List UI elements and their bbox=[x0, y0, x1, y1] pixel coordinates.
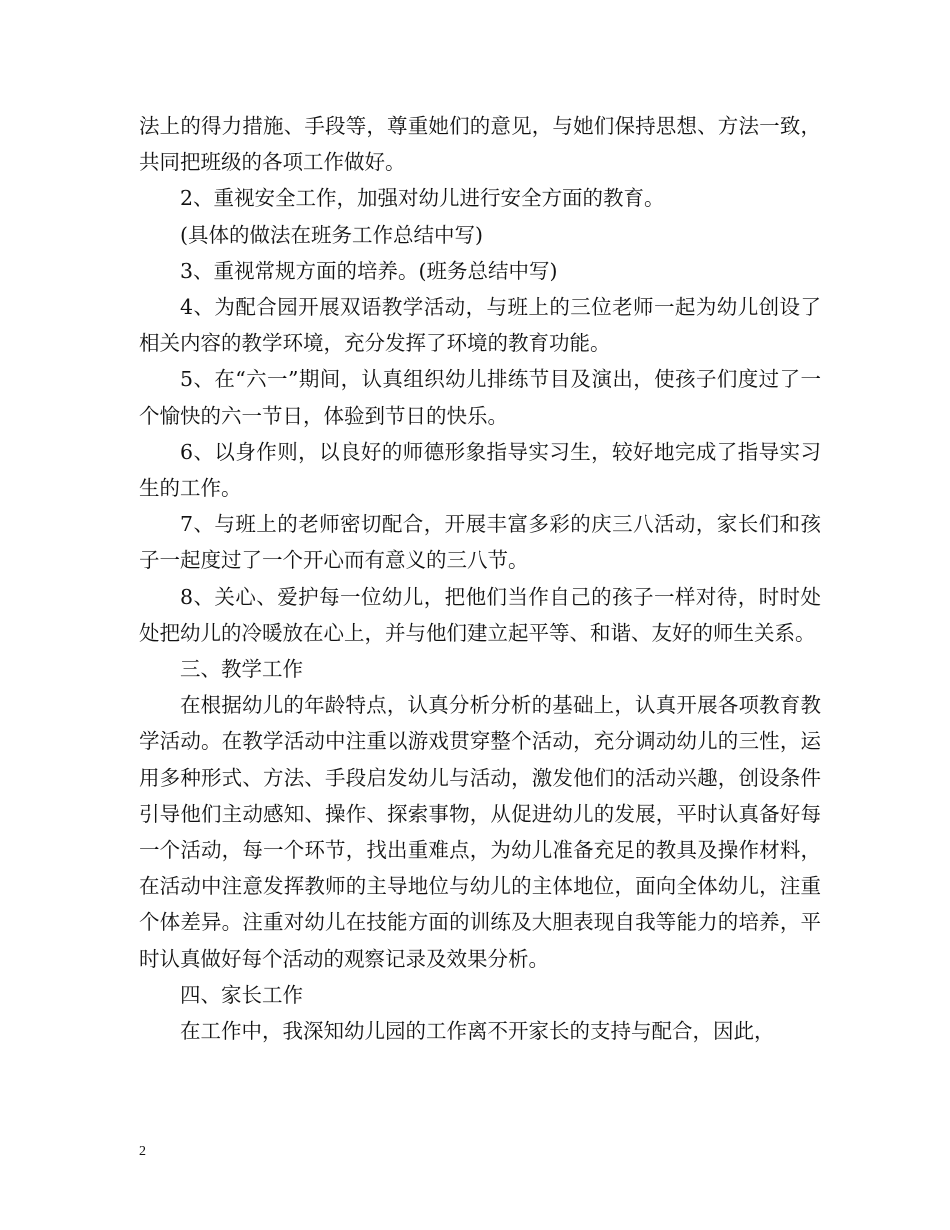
paragraph: 6、以身作则，以良好的师德形象指导实习生，较好地完成了指导实习生的工作。 bbox=[139, 439, 821, 501]
paragraph: 在根据幼儿的年龄特点，认真分析分析的基础上，认真开展各项教育教学活动。在教学活动中注重以游戏贯穿整个活动，充分调动幼儿的三性，运用多种形式、方法、手段启发幼儿与活动，激发他们的活动兴趣，创设条件引导他们主动感知、操作、探索事物，从促进幼儿的发展，平时认真备好每一个活动，每一个环节，找出重难点，为幼儿准备充足的教具及操作材料，在活动中注意发挥教师的主导地位与幼儿的主体地位，面向全体幼儿，注重个体差异。注重对幼儿在技能方面的训练及大胆表现自我等能力的培养，平时认真做好每个活动的观察记录及效果分析。 bbox=[139, 693, 821, 971]
paragraph: 法上的得力措施、手段等，尊重她们的意见，与她们保持思想、方法一致，共同把班级的各项工作做好。 bbox=[139, 114, 821, 175]
paragraph: 在工作中，我深知幼儿园的工作离不开家长的支持与配合，因此， bbox=[180, 1019, 775, 1044]
paragraph: (具体的做法在班务工作总结中写) bbox=[180, 222, 483, 247]
paragraph: 四、家长工作 bbox=[180, 982, 303, 1007]
body-text bbox=[139, 108, 821, 1049]
paragraph: 8、关心、爱护每一位幼儿，把他们当作自己的孩子一样对待，时时处处把幼儿的冷暖放在心上，并与他们建立起平等、和谐、友好的师生关系。 bbox=[139, 584, 821, 645]
paragraph: 3、重视常规方面的培养。(班务总结中写) bbox=[180, 258, 558, 283]
paragraph: 4、为配合园开展双语教学活动，与班上的三位老师一起为幼儿创设了相关内容的教学环境，充分发挥了环境的教育功能。 bbox=[139, 295, 821, 356]
paragraph: 7、与班上的老师密切配合，开展丰富多彩的庆三八活动，家长们和孩子一起度过了一个开心而有意义的三八节。 bbox=[139, 512, 821, 573]
paragraph: 5、在“六一”期间，认真组织幼儿排练节目及演出，使孩子们度过了一个愉快的六一节日，体验到节日的快乐。 bbox=[139, 367, 821, 428]
paragraph: 2、重视安全工作，加强对幼儿进行安全方面的教育。 bbox=[180, 186, 665, 211]
page-number: 2 bbox=[139, 1144, 146, 1159]
paragraph: 三、教学工作 bbox=[180, 657, 303, 682]
